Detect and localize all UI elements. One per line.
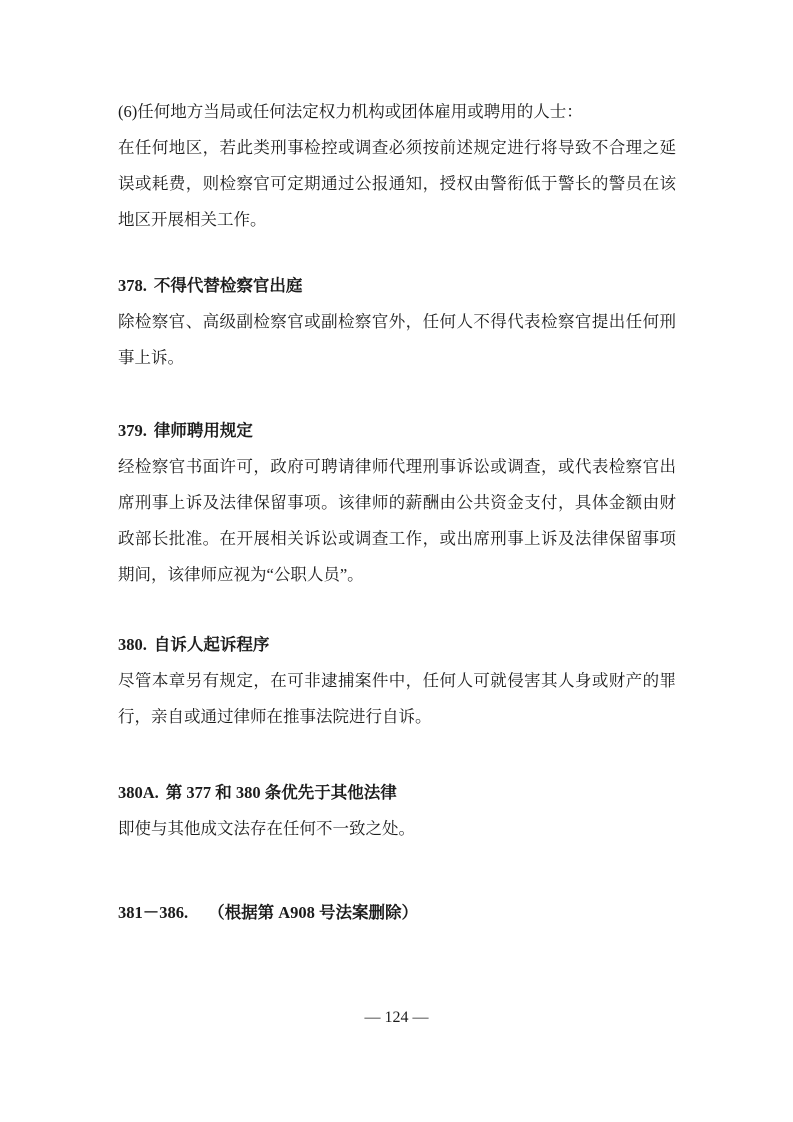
section-379	[118, 413, 676, 593]
section-379-heading	[118, 413, 676, 449]
section-380-title: 自诉人起诉程序	[153, 635, 270, 654]
section-378-number: 378.	[118, 276, 147, 295]
section-381-386-heading	[118, 895, 676, 931]
section-380a	[118, 775, 676, 847]
section-380a-heading	[118, 775, 676, 811]
section-380a-body: 即使与其他成文法存在任何不一致之处。	[118, 819, 415, 838]
section-379-title: 律师聘用规定	[153, 421, 253, 440]
intro-block	[118, 94, 676, 238]
section-380a-title: 第 377 和 380 条优先于其他法律	[165, 783, 397, 802]
section-381-386	[118, 895, 676, 931]
page-content	[118, 94, 676, 931]
section-381-386-number: 381－386.	[118, 903, 189, 922]
section-379-body: 经检察官书面许可，政府可聘请律师代理刑事诉讼或调查，或代表检察官出席刑事上诉及法律保留事项。该律师的薪酬由公共资金支付，具体金额由财政部长批准。在开展相关诉讼或调查工作，或出席刑事上诉及法律保留事项期间，该律师应视为“公职人员”。	[118, 457, 676, 584]
page-number: — 124 —	[364, 1009, 429, 1026]
section-380-body: 尽管本章另有规定，在可非逮捕案件中，任何人可就侵害其人身或财产的罪行，亲自或通过律师在推事法院进行自诉。	[118, 671, 676, 726]
section-379-number: 379.	[118, 421, 147, 440]
intro-item-line: (6)任何地方当局或任何法定权力机构或团体雇用或聘用的人士：	[118, 102, 583, 121]
section-380-heading	[118, 627, 676, 663]
section-378	[118, 268, 676, 376]
section-380a-number: 380A.	[118, 783, 159, 802]
section-378-title: 不得代替检察官出庭	[153, 276, 303, 295]
section-378-heading	[118, 268, 676, 304]
section-380	[118, 627, 676, 735]
section-380-number: 380.	[118, 635, 147, 654]
section-381-386-title: （根据第 A908 号法案删除）	[208, 903, 419, 922]
intro-paragraph: 在任何地区，若此类刑事检控或调查必须按前述规定进行将导致不合理之延误或耗费，则检察官可定期通过公报通知，授权由警衔低于警长的警员在该地区开展相关工作。	[118, 138, 676, 229]
section-378-body: 除检察官、高级副检察官或副检察官外，任何人不得代表检察官提出任何刑事上诉。	[118, 312, 676, 367]
